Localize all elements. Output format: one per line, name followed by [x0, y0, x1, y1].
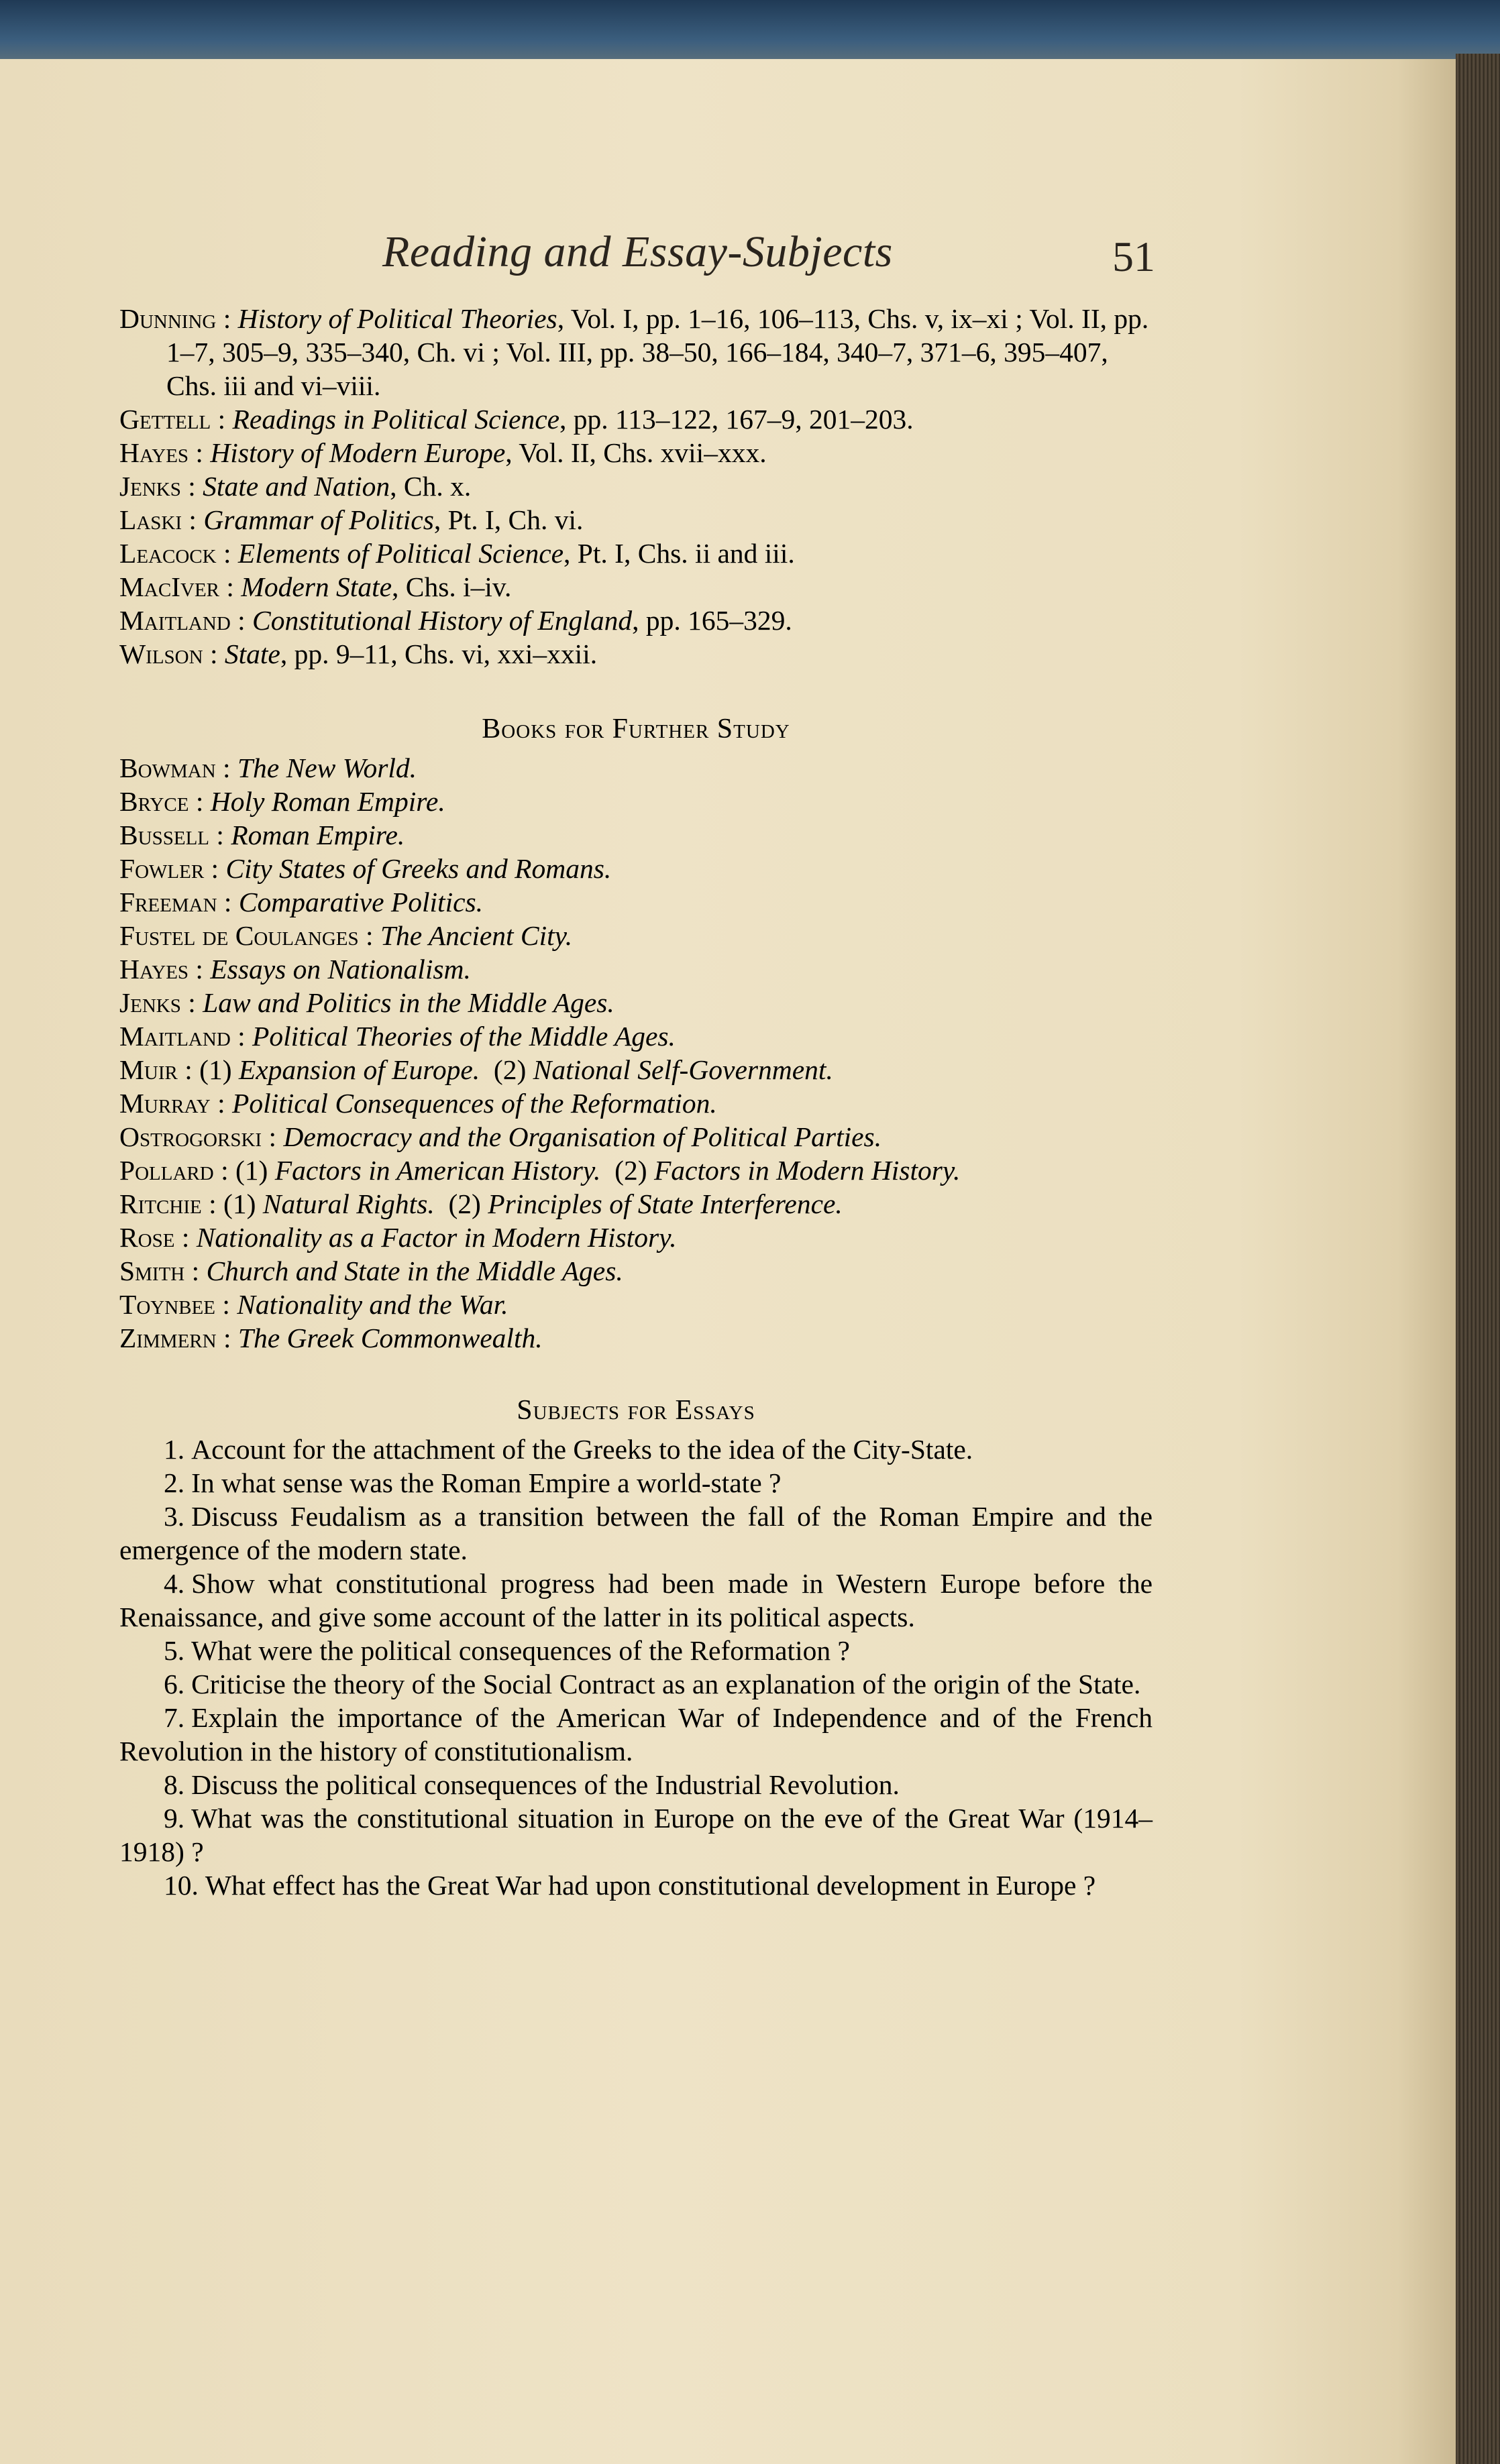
running-title: Reading and Essay-Subjects: [382, 227, 893, 276]
essay-question: [119, 1701, 1153, 1768]
entry-title: Natural Rights.: [262, 1188, 435, 1219]
question-number: 5.: [164, 1635, 185, 1666]
entry-separator: :: [230, 605, 253, 636]
bibliography-entry: [119, 885, 1153, 919]
bibliography-entry: [119, 503, 1153, 537]
essay-question: [119, 1667, 1153, 1701]
question-number: 1.: [164, 1434, 185, 1465]
entry-author: Gettell: [119, 404, 211, 435]
entry-detail: , Ch. x.: [390, 471, 472, 502]
entry-title: Comparative Politics.: [238, 887, 484, 917]
bibliography-entry: [119, 302, 1156, 402]
question-text: Criticise the theory of the Social Contract as an explanation of the origin of the State.: [191, 1669, 1141, 1699]
entry-separator: :: [209, 820, 231, 850]
entry-detail: , Vol. II, Chs. xvii–xxx.: [505, 437, 767, 468]
bibliography-entry: [119, 986, 1153, 1019]
bibliography-entry: [119, 402, 1153, 436]
entry-title: Factors in American History.: [274, 1155, 601, 1186]
entry-author: Leacock: [119, 538, 217, 569]
entry-separator: :: [216, 1323, 238, 1353]
bibliography-entry: [119, 436, 1153, 469]
bibliography-entry: [119, 952, 1153, 986]
entry-title: State: [224, 638, 280, 669]
question-text: Discuss Feudalism as a transition between the fall of the Roman Empire and the emergence of the modern state.: [119, 1501, 1153, 1565]
essay-question: [119, 1634, 1153, 1667]
entry-detail: , pp. 9–11, Chs. vi, xxi–xxii.: [280, 638, 598, 669]
question-number: 10.: [164, 1870, 199, 1901]
bibliography-entry: [119, 818, 1153, 852]
question-number: 7.: [164, 1702, 185, 1733]
entry-title: Political Theories of the Middle Ages.: [252, 1021, 676, 1052]
entry-author: Maitland: [119, 1021, 231, 1052]
entry-title: National Self-Government.: [533, 1054, 833, 1085]
entry-title: The Greek Commonwealth.: [237, 1323, 543, 1353]
bibliography-entry: [119, 570, 1153, 604]
entry-detail: , Pt. I, Chs. ii and iii.: [564, 538, 795, 569]
entry-title: Grammar of Politics: [203, 504, 434, 535]
entry-title: Modern State: [241, 571, 392, 602]
question-number: 6.: [164, 1669, 185, 1699]
entry-detail: , Chs. i–iv.: [392, 571, 512, 602]
reading-list: [119, 302, 1156, 671]
entry-author: Murray: [119, 1088, 211, 1119]
question-number: 2.: [164, 1467, 185, 1498]
entry-author: Ritchie: [119, 1188, 202, 1219]
essay-question: [119, 1801, 1153, 1868]
further-study-list: [119, 751, 1153, 1355]
entry-separator: :: [189, 954, 211, 985]
entry-separator: :: [180, 471, 203, 502]
entry-author: Muir: [119, 1054, 178, 1085]
bibliography-entry: [119, 469, 1153, 503]
question-text: What were the political consequences of the Reformation ?: [191, 1635, 850, 1666]
entry-detail: (2): [600, 1155, 654, 1186]
page-body: [119, 302, 1156, 1902]
entry-author: Rose: [119, 1222, 175, 1253]
question-text: Show what constitutional progress had been made in Western Europe before the Renaissance, and give some account of the latter in its political aspects.: [119, 1568, 1153, 1632]
entry-author: Fustel de Coulanges: [119, 920, 359, 951]
entry-title: Factors in Modern History.: [653, 1155, 961, 1186]
entry-author: Freeman: [119, 887, 217, 917]
question-text: Explain the importance of the American War of Independence and of the French Revolution in the history of constitutionalism.: [119, 1702, 1153, 1767]
entry-title: History of Modern Europe: [210, 437, 506, 468]
entry-title: Holy Roman Empire.: [210, 786, 445, 817]
essay-question: [119, 1466, 1153, 1500]
entry-separator: :: [189, 786, 211, 817]
entry-author: Zimmern: [119, 1323, 217, 1353]
question-number: 3.: [164, 1501, 185, 1532]
entry-separator: :: [213, 1155, 235, 1186]
bibliography-entry: [119, 1053, 1153, 1086]
bibliography-entry: [119, 1221, 1153, 1254]
entry-separator: :: [211, 404, 233, 435]
question-number: 8.: [164, 1769, 185, 1800]
entry-title: Expansion of Europe.: [238, 1054, 480, 1085]
page-stack-edge: [1456, 54, 1500, 2464]
bibliography-entry: [119, 1086, 1153, 1120]
entry-detail: (2): [434, 1188, 488, 1219]
entry-separator: :: [216, 538, 238, 569]
entry-author: Wilson: [119, 638, 203, 669]
entry-separator: :: [215, 752, 237, 783]
entry-title: Church and State in the Middle Ages.: [206, 1255, 623, 1286]
essay-question: [119, 1433, 1153, 1466]
entry-author: MacIver: [119, 571, 220, 602]
entry-author: Hayes: [119, 954, 189, 985]
entry-title: City States of Greeks and Romans.: [225, 853, 612, 884]
essay-question: [119, 1500, 1153, 1567]
bibliography-entry: [119, 637, 1153, 671]
essay-question: [119, 1567, 1153, 1634]
entry-detail: (2): [480, 1054, 533, 1085]
entry-detail: (1): [235, 1155, 275, 1186]
entry-author: Maitland: [119, 605, 231, 636]
entry-author: Bryce: [119, 786, 189, 817]
entry-title: Constitutional History of England: [252, 605, 633, 636]
entry-author: Toynbee: [119, 1289, 215, 1320]
essay-question: [119, 1768, 1153, 1801]
entry-title: Nationality as a Factor in Modern History.: [196, 1222, 677, 1253]
entry-separator: :: [184, 1255, 207, 1286]
entry-author: Hayes: [119, 437, 189, 468]
question-text: Discuss the political consequences of the Industrial Revolution.: [191, 1769, 900, 1800]
essay-question: [119, 1868, 1153, 1902]
bibliography-entry: [119, 785, 1153, 818]
entry-separator: :: [189, 437, 211, 468]
bibliography-entry: [119, 1254, 1153, 1288]
entry-detail: , Vol. I, pp. 1–16, 106–113, Chs. v, ix–xi ; Vol. II, pp. 1–7, 305–9, 335–340, Ch. vi ; Vol. III, pp. 38–50, 166–184, 340–7, 371–6, 395–407, Chs. iii and vi–viii.: [166, 303, 1156, 401]
bibliography-entry: [119, 1321, 1153, 1355]
entry-separator: :: [215, 1289, 237, 1320]
entry-author: Bussell: [119, 820, 210, 850]
entry-title: The New World.: [237, 752, 417, 783]
page-header: [0, 227, 1456, 294]
entry-title: Law and Politics in the Middle Ages.: [203, 987, 614, 1018]
page-number: 51: [1112, 233, 1155, 280]
entry-separator: :: [201, 1188, 223, 1219]
entry-author: Pollard: [119, 1155, 214, 1186]
entry-separator: :: [217, 887, 239, 917]
entry-separator: :: [177, 1054, 200, 1085]
bibliography-entry: [119, 1288, 1153, 1321]
question-text: Account for the attachment of the Greeks to the idea of the City-State.: [191, 1434, 973, 1465]
bibliography-entry: [119, 1120, 1153, 1154]
entry-separator: :: [262, 1121, 284, 1152]
bibliography-entry: [119, 604, 1153, 637]
entry-detail: , pp. 113–122, 167–9, 201–203.: [559, 404, 914, 435]
entry-title: State and Nation: [203, 471, 390, 502]
entry-separator: :: [203, 638, 225, 669]
essays-heading: Subjects for Essays: [517, 1395, 755, 1426]
bibliography-entry: [119, 751, 1153, 785]
entry-separator: :: [230, 1021, 253, 1052]
entry-detail: , Pt. I, Ch. vi.: [433, 504, 584, 535]
entry-title: Elements of Political Science: [237, 538, 564, 569]
entry-detail: (1): [223, 1188, 263, 1219]
entry-title: Principles of State Interference.: [488, 1188, 843, 1219]
question-text: What effect has the Great War had upon constitutional development in Europe ?: [205, 1870, 1096, 1901]
essay-questions: [119, 1433, 1153, 1902]
entry-author: Laski: [119, 504, 182, 535]
question-text: In what sense was the Roman Empire a world-state ?: [191, 1467, 782, 1498]
entry-author: Ostrogorski: [119, 1121, 262, 1152]
entry-separator: :: [219, 571, 242, 602]
entry-title: Essays on Nationalism.: [210, 954, 471, 985]
question-number: 9.: [164, 1803, 185, 1834]
entry-author: Jenks: [119, 987, 181, 1018]
entry-separator: :: [216, 303, 238, 334]
entry-detail: , pp. 165–329.: [632, 605, 792, 636]
bibliography-entry: [119, 1187, 1153, 1221]
entry-author: Dunning: [119, 303, 217, 334]
entry-separator: :: [182, 504, 204, 535]
entry-title: Democracy and the Organisation of Political Parties.: [283, 1121, 882, 1152]
bibliography-entry: [119, 537, 1153, 570]
entry-separator: :: [180, 987, 203, 1018]
entry-separator: :: [210, 1088, 233, 1119]
entry-title: Nationality and the War.: [237, 1289, 508, 1320]
further-study-heading: Books for Further Study: [482, 714, 790, 744]
question-number: 4.: [164, 1568, 185, 1599]
entry-separator: :: [174, 1222, 197, 1253]
bibliography-entry: [119, 919, 1153, 952]
entry-title: The Ancient City.: [380, 920, 573, 951]
entry-title: Roman Empire.: [231, 820, 405, 850]
bibliography-entry: [119, 852, 1153, 885]
entry-author: Fowler: [119, 853, 205, 884]
entry-title: Political Consequences of the Reformation.: [232, 1088, 717, 1119]
entry-title: History of Political Theories: [237, 303, 557, 334]
entry-separator: :: [358, 920, 380, 951]
entry-title: Readings in Political Science: [232, 404, 560, 435]
bibliography-entry: [119, 1154, 1153, 1187]
entry-detail: (1): [199, 1054, 239, 1085]
entry-separator: :: [204, 853, 226, 884]
entry-author: Jenks: [119, 471, 181, 502]
entry-author: Smith: [119, 1255, 185, 1286]
bibliography-entry: [119, 1019, 1153, 1053]
entry-author: Bowman: [119, 752, 216, 783]
question-text: What was the constitutional situation in Europe on the eve of the Great War (1914–1918) ?: [119, 1803, 1153, 1867]
